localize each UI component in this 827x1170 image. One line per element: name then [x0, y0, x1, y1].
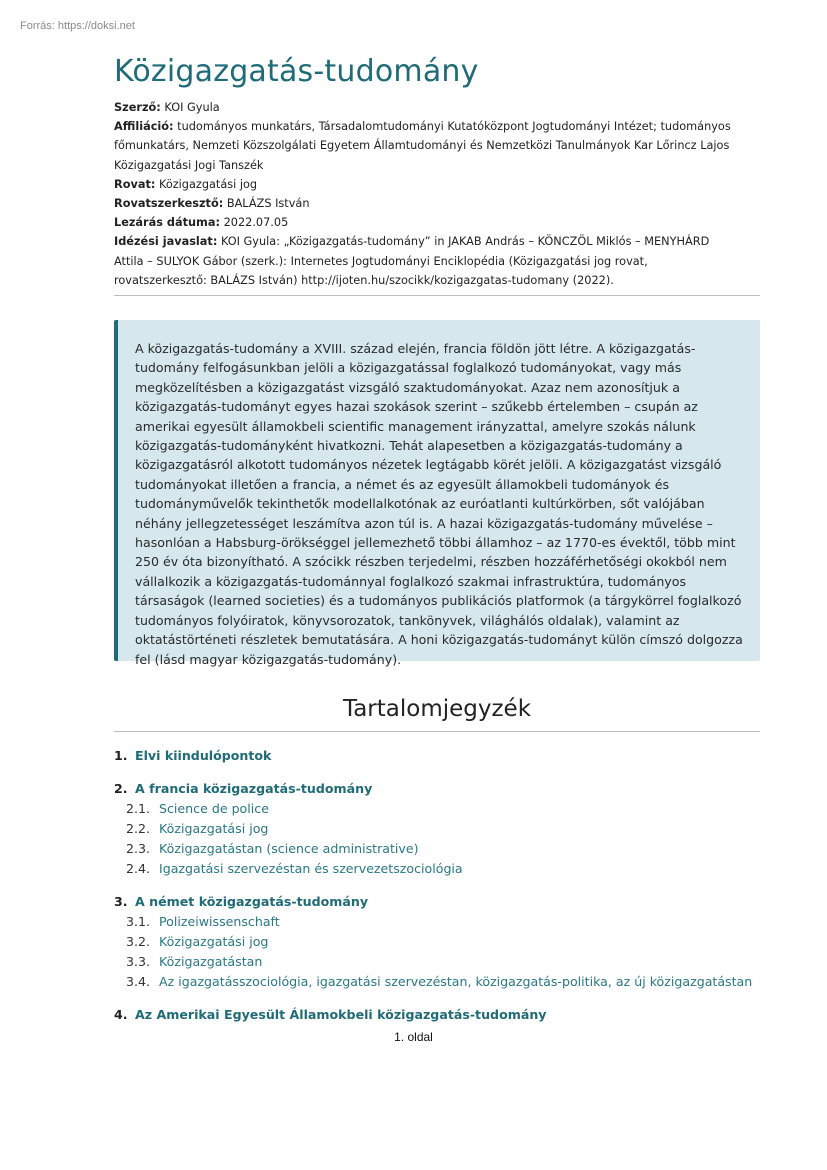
- toc-section-1: [114, 746, 764, 766]
- author-value: KOI Gyula: [164, 101, 220, 114]
- toc-section-2: [114, 779, 764, 879]
- toc-link-polizeiwissenschaft[interactable]: Polizeiwissenschaft: [159, 914, 280, 929]
- editor-row: [114, 194, 734, 213]
- toc-link-szervezestan-fr[interactable]: Igazgatási szervezéstan és szervezetszociológia: [159, 861, 463, 876]
- toc-link-elvi-kiindulopontok[interactable]: Elvi kiindulópontok: [135, 748, 272, 763]
- article-metadata: [114, 98, 734, 290]
- section-label: Rovat:: [114, 177, 156, 191]
- toc-divider: [114, 731, 760, 732]
- closing-date-label: Lezárás dátuma:: [114, 216, 220, 230]
- page-title: Közigazgatás-tudomány: [114, 54, 479, 89]
- toc-section-4: [114, 1005, 764, 1025]
- table-of-contents: [114, 746, 764, 1038]
- metadata-divider: [114, 295, 760, 296]
- closing-date-row: [114, 213, 734, 232]
- toc-link-kozigazgatasi-jog-fr[interactable]: Közigazgatási jog: [159, 821, 269, 836]
- citation-label: Idézési javaslat:: [114, 235, 218, 249]
- affiliation-row: [114, 117, 734, 175]
- toc-subsection-number: 2.2.: [126, 821, 151, 836]
- toc-link-igazgatasszociologia[interactable]: Az igazgatásszociológia, igazgatási szervezéstan, közigazgatás-politika, az új közigazgatástan: [159, 974, 753, 989]
- toc-section-3: [114, 892, 764, 992]
- toc-link-science-de-police[interactable]: Science de police: [159, 801, 269, 816]
- toc-link-francia[interactable]: A francia közigazgatás-tudomány: [135, 781, 373, 796]
- editor-value: BALÁZS István: [226, 197, 310, 211]
- editor-label: Rovatszerkesztő:: [114, 197, 224, 211]
- toc-subsection-number: 2.3.: [126, 841, 151, 856]
- toc-subsection-number: 2.4.: [126, 861, 151, 876]
- toc-section-number: 3.: [114, 894, 128, 909]
- affiliation-label: Affiliáció:: [114, 120, 174, 134]
- toc-section-number: 1.: [114, 748, 128, 763]
- toc-section-number: 4.: [114, 1007, 128, 1022]
- closing-date-value: 2022.07.05: [223, 216, 289, 230]
- toc-subsection-number: 2.1.: [126, 801, 151, 816]
- toc-subsection-number: 3.3.: [126, 954, 151, 969]
- toc-link-kozigazgatastan-de[interactable]: Közigazgatástan: [159, 954, 263, 969]
- toc-subsection-number: 3.4.: [126, 974, 151, 989]
- affiliation-value: tudományos munkatárs, Társadalomtudományi Kutatóközpont Jogtudományi Intézet; tudományos főmunkatárs, Nemzeti Közszolgálati Egyetem Államtudományi és Nemzetközi Tanulmányok Kar Lőrincz Lajos Közigazgatási Jogi Tanszék: [114, 120, 731, 172]
- toc-section-number: 2.: [114, 781, 128, 796]
- toc-subsection-number: 3.2.: [126, 934, 151, 949]
- toc-link-kozigazgatasi-jog-de[interactable]: Közigazgatási jog: [159, 934, 269, 949]
- author-row: [114, 98, 734, 117]
- section-row: [114, 175, 734, 194]
- citation-value: KOI Gyula: „Közigazgatás-tudomány” in JAKAB András – KÖNCZÖL Miklós – MENYHÁRD Attila – SULYOK Gábor (szerk.): Internetes Jogtudományi Enciklopédia (Közigazgatási jog rovat, rovatszerkesztő: BALÁZS István) http://ijoten.hu/szocikk/kozigazgatas-tudomany (2022).: [114, 235, 710, 287]
- abstract-box: A közigazgatás-tudomány a XVIII. század elején, francia földön jött létre. A közigazgatás-tudomány felfogásunkban jelöli a közigazgatással foglalkozó tudományokat, vagy más megközelítésben a közigazgatást vizsgáló szaktudományokat. Azaz nem azonosítjuk a közigazgatás-tudományt egyes hazai szokások szerint – szűkebb értelemben – csupán az amerikai egyesült államokbeli scientific management irányzattal, amelyre szokás nálunk közigazgatás-tudományként hivatkozni. Tehát alapesetben a közigazgatás-tudomány a közigazgatásról alkotott tudományos nézetek legtágabb körét jelöli. A közigazgatást vizsgáló tudományokat illetően a francia, a német és az egyesült államokbeli tudományok és tudományművelők tekinthetők modellalkotónak az euróatlanti kultúrkörben, sőt valójában néhány jellegzetességet leszámítva azon túl is. A hazai közigazgatás-tudomány művelése – hasonlóan a Habsburg-örökséggel jellemezhető többi államhoz – az 1770-es évektől, több mint 250 év óta bizonyítható. A szócikk részben terjedelmi, részben hozzáférhetőségi okokból nem vállalkozik a közigazgatás-tudománnyal foglalkozó szakmai infrastruktúra, tudományos társaságok (learned societies) és a tudományos publikációs platformok (a tárgykörrel foglalkozó tudományos folyóiratok, könyvsorozatok, tankönyvek, világhálós oldalak), valamint az oktatástörténeti részletek bemutatására. A honi közigazgatás-tudományt külön címszó dolgozza fel (lásd magyar közigazgatás-tudomány).: [114, 320, 760, 661]
- toc-link-nemet[interactable]: A német közigazgatás-tudomány: [135, 894, 369, 909]
- toc-link-amerikai[interactable]: Az Amerikai Egyesült Államokbeli közigazgatás-tudomány: [135, 1007, 547, 1022]
- toc-title: Tartalomjegyzék: [342, 696, 532, 722]
- source-note: Forrás: https://doksi.net: [20, 20, 135, 32]
- toc-subsection-number: 3.1.: [126, 914, 151, 929]
- author-label: Szerző:: [114, 101, 161, 114]
- citation-row: [114, 232, 734, 290]
- page-number: 1. oldal: [394, 1030, 433, 1044]
- section-value: Közigazgatási jog: [158, 177, 258, 191]
- toc-link-kozigazgatastan-fr[interactable]: Közigazgatástan (science administrative): [159, 841, 419, 856]
